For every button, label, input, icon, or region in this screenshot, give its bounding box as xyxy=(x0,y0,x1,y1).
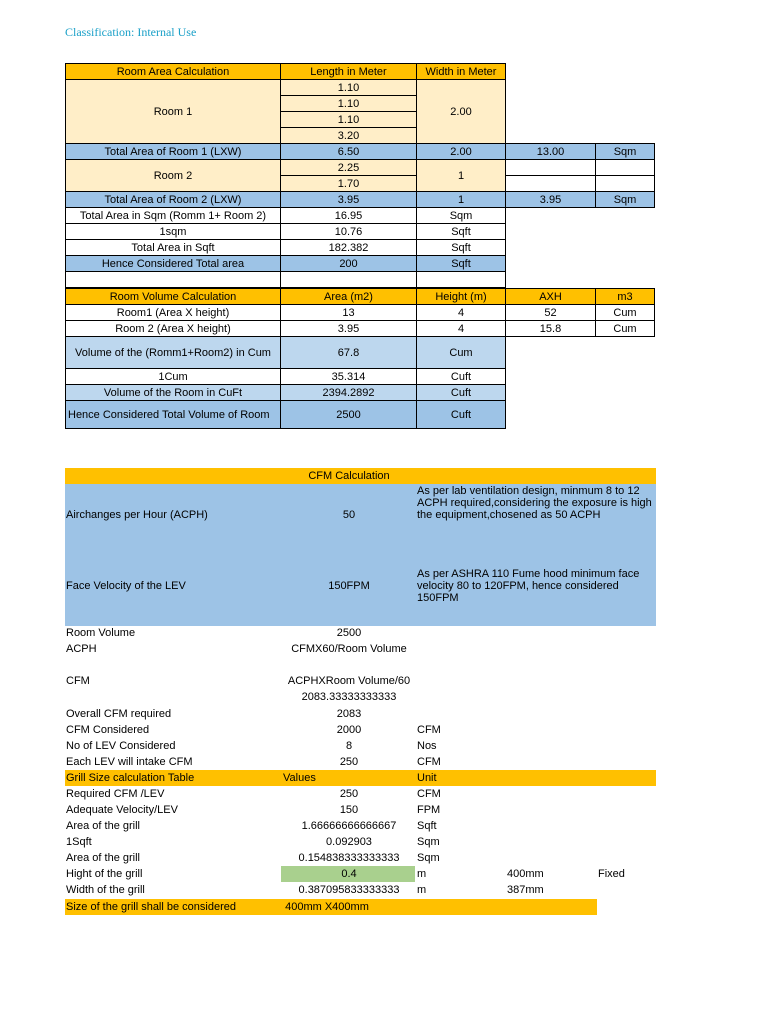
room2-length: 2.25 xyxy=(281,160,417,176)
room1-label: Room 1 xyxy=(66,80,281,144)
total-area-sqft-unit: Sqft xyxy=(417,240,506,256)
sqft-unit: Sqm xyxy=(417,836,440,848)
room1-volume-height: 4 xyxy=(417,305,506,321)
grill-header-label: Grill Size calculation Table xyxy=(66,772,195,784)
grill-area-sqft-unit: Sqft xyxy=(417,820,437,832)
cfm-considered-value: 2000 xyxy=(336,724,362,736)
classification-label: Classification: Internal Use xyxy=(65,25,197,39)
total-area-room2-unit: Sqm xyxy=(596,192,655,208)
total-area-room2-value: 3.95 xyxy=(506,192,596,208)
room1-length: 1.10 xyxy=(281,80,417,96)
required-cfm-unit: CFM xyxy=(417,788,441,800)
volume-header-area: Area (m2) xyxy=(281,289,417,305)
acph-formula-label: ACPH xyxy=(66,643,97,655)
acph-formula: CFMX60/Room Volume xyxy=(291,643,407,655)
room-volume-table xyxy=(65,288,655,429)
grill-height-value: 0.4 xyxy=(341,868,357,880)
adequate-velocity-value: 150 xyxy=(339,804,359,816)
acph-note: As per lab ventilation design, minmum 8 to 12 ACPH required,considering the exposure is high the equipment,chosened as 50 ACPH xyxy=(417,485,652,521)
room2-label: Room 2 xyxy=(66,160,281,192)
cfm-formula: ACPHXRoom Volume/60 xyxy=(287,675,411,687)
grill-area-sqft-value: 1.66666666666667 xyxy=(301,820,397,832)
grill-width-mm: 387mm xyxy=(507,884,544,896)
room2-volume-axh: 15.8 xyxy=(506,321,596,337)
total-area-room2-length: 3.95 xyxy=(281,192,417,208)
grill-area-sqft-label: Area of the grill xyxy=(66,820,140,832)
room-area-table xyxy=(65,63,655,288)
grill-size-value: 400mm X400mm xyxy=(285,901,369,913)
total-area-sqft-label: Total Area in Sqft xyxy=(66,240,281,256)
room2-width: 1 xyxy=(417,160,506,192)
lev-count-label: No of LEV Considered xyxy=(66,740,176,752)
room-volume-label: Room Volume xyxy=(66,627,136,639)
grill-width-label: Width of the grill xyxy=(66,884,145,896)
room-volume-value: 2500 xyxy=(336,627,362,639)
lev-intake-unit: CFM xyxy=(417,756,441,768)
volume-header-height: Height (m) xyxy=(417,289,506,305)
considered-volume-label: Hence Considered Total Volume of Room xyxy=(66,401,281,429)
lev-intake-value: 250 xyxy=(339,756,359,768)
sqft-label: 1Sqft xyxy=(66,836,92,848)
cfm-considered-unit: CFM xyxy=(417,724,441,736)
cfm-title: CFM Calculation xyxy=(308,470,390,482)
room2-volume-height: 4 xyxy=(417,321,506,337)
room2-length: 1.70 xyxy=(281,176,417,192)
adequate-velocity-label: Adequate Velocity/LEV xyxy=(66,804,178,816)
grill-area-sqm-value: 0.154838333333333 xyxy=(298,852,400,864)
room1-volume-label: Room1 (Area X height) xyxy=(66,305,281,321)
volume-header-label: Room Volume Calculation xyxy=(66,289,281,305)
total-area-room1-length: 6.50 xyxy=(281,144,417,160)
room1-width: 2.00 xyxy=(417,80,506,144)
total-area-sqm-unit: Sqm xyxy=(417,208,506,224)
total-area-sqm-label: Total Area in Sqm (Romm 1+ Room 2) xyxy=(66,208,281,224)
lev-intake-label: Each LEV will intake CFM xyxy=(66,756,193,768)
cfm-calculated: 2083.33333333333 xyxy=(301,691,397,703)
grill-width-unit: m xyxy=(417,884,427,896)
cum-unit: Cuft xyxy=(417,369,506,385)
sqm-unit: Sqft xyxy=(417,224,506,240)
combined-volume-label: Volume of the (Romm1+Room2) in Cum xyxy=(66,337,281,369)
room2-volume-area: 3.95 xyxy=(281,321,417,337)
grill-area-sqm-unit: Sqm xyxy=(417,852,440,864)
considered-area-label: Hence Considered Total area xyxy=(66,256,281,272)
sqm-label: 1sqm xyxy=(66,224,281,240)
considered-volume-value: 2500 xyxy=(281,401,417,429)
combined-volume-unit: Cum xyxy=(417,337,506,369)
required-cfm-value: 250 xyxy=(339,788,359,800)
volume-cuft-unit: Cuft xyxy=(417,385,506,401)
cfm-formula-label: CFM xyxy=(66,675,90,687)
total-area-sqm-value: 16.95 xyxy=(281,208,417,224)
grill-height-unit: m xyxy=(417,868,427,880)
overall-cfm-label: Overall CFM required xyxy=(66,708,172,720)
grill-height-label: Hight of the grill xyxy=(66,868,143,880)
grill-width-value: 0.387095833333333 xyxy=(298,884,400,896)
volume-header-m3: m3 xyxy=(596,289,655,305)
grill-height-mm: 400mm xyxy=(507,868,544,880)
adequate-velocity-unit: FPM xyxy=(417,804,441,816)
volume-header-axh: AXH xyxy=(506,289,596,305)
considered-area-unit: Sqft xyxy=(417,256,506,272)
room1-length: 1.10 xyxy=(281,112,417,128)
grill-height-fixed: Fixed xyxy=(598,868,625,880)
cum-label: 1Cum xyxy=(66,369,281,385)
area-header-label: Room Area Calculation xyxy=(66,64,281,80)
total-area-room1-width: 2.00 xyxy=(417,144,506,160)
total-area-room2-label: Total Area of Room 2 (LXW) xyxy=(66,192,281,208)
face-velocity-label: Face Velocity of the LEV xyxy=(66,580,186,592)
volume-cuft-label: Volume of the Room in CuFt xyxy=(66,385,281,401)
room2-volume-label: Room 2 (Area X height) xyxy=(66,321,281,337)
room2-volume-unit: Cum xyxy=(596,321,655,337)
room1-length: 1.10 xyxy=(281,96,417,112)
acph-label: Airchanges per Hour (ACPH) xyxy=(66,509,208,521)
grill-header-values: Values xyxy=(283,772,316,784)
area-header-width: Width in Meter xyxy=(417,64,506,80)
cfm-considered-label: CFM Considered xyxy=(66,724,150,736)
cum-value: 35.314 xyxy=(281,369,417,385)
room1-volume-axh: 52 xyxy=(506,305,596,321)
face-velocity-value: 150FPM xyxy=(328,580,370,592)
total-area-room1-unit: Sqm xyxy=(596,144,655,160)
face-velocity-note: As per ASHRA 110 Fume hood minimum face velocity 80 to 120FPM, hence considered 150FPM xyxy=(417,568,640,604)
total-area-sqft-value: 182.382 xyxy=(281,240,417,256)
volume-cuft-value: 2394.2892 xyxy=(281,385,417,401)
required-cfm-label: Required CFM /LEV xyxy=(66,788,165,800)
considered-volume-unit: Cuft xyxy=(417,401,506,429)
sqft-value: 0.092903 xyxy=(326,836,372,848)
room1-length: 3.20 xyxy=(281,128,417,144)
considered-area-value: 200 xyxy=(281,256,417,272)
grill-area-sqm-label: Area of the grill xyxy=(66,852,140,864)
lev-count-value: 8 xyxy=(345,740,353,752)
grill-size-label: Size of the grill shall be considered xyxy=(66,901,236,913)
grill-header-unit: Unit xyxy=(417,772,437,784)
area-header-length: Length in Meter xyxy=(281,64,417,80)
combined-volume-value: 67.8 xyxy=(281,337,417,369)
total-area-room1-value: 13.00 xyxy=(506,144,596,160)
total-area-room1-label: Total Area of Room 1 (LXW) xyxy=(66,144,281,160)
lev-count-unit: Nos xyxy=(417,740,437,752)
overall-cfm-value: 2083 xyxy=(336,708,362,720)
total-area-room2-width: 1 xyxy=(417,192,506,208)
room1-volume-unit: Cum xyxy=(596,305,655,321)
sqm-value: 10.76 xyxy=(281,224,417,240)
room1-volume-area: 13 xyxy=(281,305,417,321)
acph-value: 50 xyxy=(342,509,356,521)
